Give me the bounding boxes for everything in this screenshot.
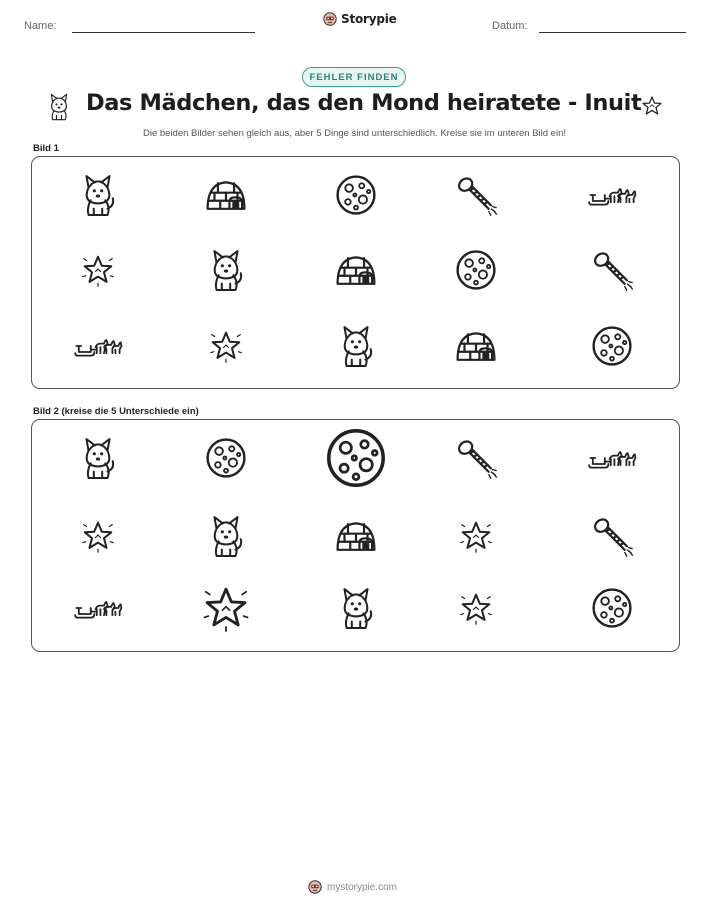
storypie-mascot-icon: [308, 880, 322, 894]
footer-website[interactable]: mystorypie.com: [327, 881, 398, 893]
picture-2-r1-c5-dog-sled-icon[interactable]: [588, 434, 636, 482]
picture-2-r2-c1-star-icon[interactable]: [79, 517, 117, 555]
picture-1-r1-c4-coiled-rope-icon: [453, 172, 499, 218]
picture-1-r1-c3-full-moon-icon: [333, 172, 379, 218]
picture-1-r1-c1-husky-dog-icon: [77, 174, 119, 216]
page-title: Das Mädchen, das den Mond heiratete - Inuit: [86, 90, 642, 116]
picture-1-r2-c5-coiled-rope-icon: [589, 247, 635, 293]
name-label: Name:: [24, 20, 57, 32]
picture-2-r1-c2-full-moon-icon[interactable]: [203, 435, 249, 481]
footer: [308, 880, 397, 894]
picture-2-r3-c3-husky-dog-icon[interactable]: [335, 587, 377, 629]
picture-1-r3-c2-star-icon: [207, 327, 245, 365]
picture-2-r2-c3-igloo-icon[interactable]: [333, 513, 379, 559]
picture-1-r3-c3-husky-dog-icon: [335, 325, 377, 367]
picture-1-r3-c4-igloo-icon: [453, 323, 499, 369]
picture-1-r2-c4-full-moon-icon: [453, 247, 499, 293]
picture-1-r2-c3-igloo-icon: [333, 247, 379, 293]
picture-2-r3-c2-star-large-icon[interactable]: [199, 581, 253, 635]
picture-2-r2-c5-coiled-rope-icon[interactable]: [589, 513, 635, 559]
name-line[interactable]: [72, 32, 255, 33]
picture-2-r3-c5-full-moon-icon[interactable]: [589, 585, 635, 631]
husky-dog-icon: [46, 93, 72, 121]
picture-1-r2-c2-husky-dog-icon: [205, 249, 247, 291]
date-label: Datum:: [492, 20, 528, 32]
picture-1-r1-c2-igloo-icon: [203, 172, 249, 218]
picture-1-r2-c1-star-icon: [79, 251, 117, 289]
picture-2-r1-c4-coiled-rope-icon[interactable]: [453, 435, 499, 481]
date-line[interactable]: [539, 32, 686, 33]
picture-2-r3-c4-star-icon[interactable]: [457, 589, 495, 627]
picture-2-r2-c2-husky-dog-icon[interactable]: [205, 515, 247, 557]
star-icon: [640, 94, 664, 118]
picture-1-r3-c5-full-moon-icon: [589, 323, 635, 369]
activity-badge: FEHLER FINDEN: [302, 67, 406, 87]
picture-1-r1-c5-dog-sled-icon: [588, 171, 636, 219]
picture-1-label: Bild 1: [33, 143, 59, 154]
instruction-text: Die beiden Bilder sehen gleich aus, aber 5 Dinge sind unterschiedlich. Kreise sie im unteren Bild ein!: [143, 128, 566, 139]
picture-2-r1-c1-husky-dog-icon[interactable]: [77, 437, 119, 479]
picture-1-r3-c1-dog-sled-icon: [74, 322, 122, 370]
brand-name: Storypie: [341, 12, 397, 26]
picture-2-r2-c4-star-icon[interactable]: [457, 517, 495, 555]
brand-logo: [323, 12, 397, 26]
picture-2-label: Bild 2 (kreise die 5 Unterschiede ein): [33, 406, 199, 417]
picture-2-r1-c3-full-moon-large-icon[interactable]: [322, 424, 390, 492]
picture-2-r3-c1-dog-sled-icon[interactable]: [74, 584, 122, 632]
storypie-mascot-icon: [323, 12, 337, 26]
